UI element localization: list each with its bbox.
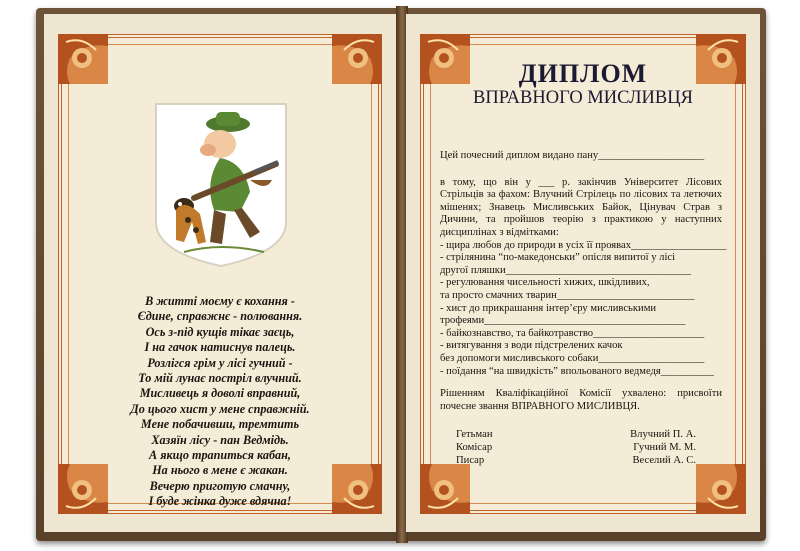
discipline-line: без допомоги мисливського собаки____________________ [440,352,705,364]
signature-role: Гетьман [456,429,493,440]
discipline-line: - регулювання чисельності хижих, шкідливих, [440,277,650,289]
poem-line: Єдине, справжнє - полювання. [137,309,303,324]
discipline-line: - хист до прикрашання інтер’єру мисливськими [440,302,657,314]
diploma-title-block [406,60,760,108]
poem-line: Мене побачивши, тремтить [140,417,300,432]
ornament-corner-icon [694,462,748,516]
discipline-line: другої пляшки___________________________________ [440,264,692,276]
signature-row [456,428,696,441]
discipline-line: та просто смачних тварин__________________________ [440,289,695,301]
poem-line: То мій лунає постріл влучний. [138,371,302,386]
poem-line: Ось з-під кущів тікає заєць, [145,324,295,339]
signature-name: Гучний М. М. [633,442,696,453]
hunter-cartoon-emblem-icon [154,102,288,268]
ornament-corner-icon [418,462,472,516]
spacer [440,378,722,388]
signature-name: Веселий А. С. [632,455,696,466]
signatures [456,428,696,467]
signature-role: Писар [456,455,485,466]
discipline-line: трофеями______________________________________ [440,315,686,327]
discipline-line: - поїдання “на швидкість” впольованого ведмедя__________ [440,365,714,377]
diploma-decision: Рішенням Кваліфікаційної Комісії ухвалено: присвоїти почесне звання ВПРАВНОГО МИСЛИВЦЯ. [440,388,722,412]
right-page [406,14,760,532]
ornament-corner-icon [56,32,110,86]
poem-line: А якщо трапиться кабан, [149,448,291,463]
diploma-body [440,150,727,413]
poem-line: Вечерю приготую смачну, [149,478,291,493]
poem-line: В житті моєму є кохання - [145,294,295,308]
diploma-intro: Цей почесний диплом видано пану____________________ [440,150,705,161]
diploma-paragraph: в тому, що він у ___ р. закінчив Університет Лісових Стрільців за фахом: Влучний Стрілець по лісових та летючих мішенях; Знавець Мисливських Байок, Цінувач Страв з Дичини, та пройшов теорію з практикою у наступних дисциплінах з відмітками: [440,176,722,238]
signature-row [456,441,696,454]
signature-row [456,454,696,467]
signature-role: Комісар [456,442,493,453]
ornament-corner-icon [330,32,384,86]
poem-line: Розлігся грім у лісі гучний - [147,355,293,370]
signature-name: Влучний П. А. [630,429,696,440]
discipline-line: - стрілянина “по-македонськи” опісля випитої у лісі [440,252,676,264]
left-page [44,14,396,532]
discipline-line: - щира любов до природи в усіх її проявах__________________ [440,239,727,251]
discipline-line: - витягування з води підстрелених качок [440,340,623,352]
poem-line: На нього в мене є жакан. [152,463,288,478]
poem-line: І на гачок натиснув палець. [144,340,296,355]
poem-line: І буде жінка дуже вдячна! [148,494,292,509]
poem-line: Хазяїн лісу - пан Ведмідь. [151,432,289,447]
diploma-title: ДИПЛОМ [518,59,648,88]
discipline-line: - байкознавство, та байкотравство_____________________ [440,327,705,339]
spacer [440,163,722,177]
poem-line: До цього хист у мене справжній. [130,401,310,416]
diploma-subtitle: ВПРАВНОГО МИСЛИВЦЯ [473,88,693,108]
hunter-poem [100,294,340,510]
poem-line: Мисливець я доволі вправний, [139,386,301,401]
